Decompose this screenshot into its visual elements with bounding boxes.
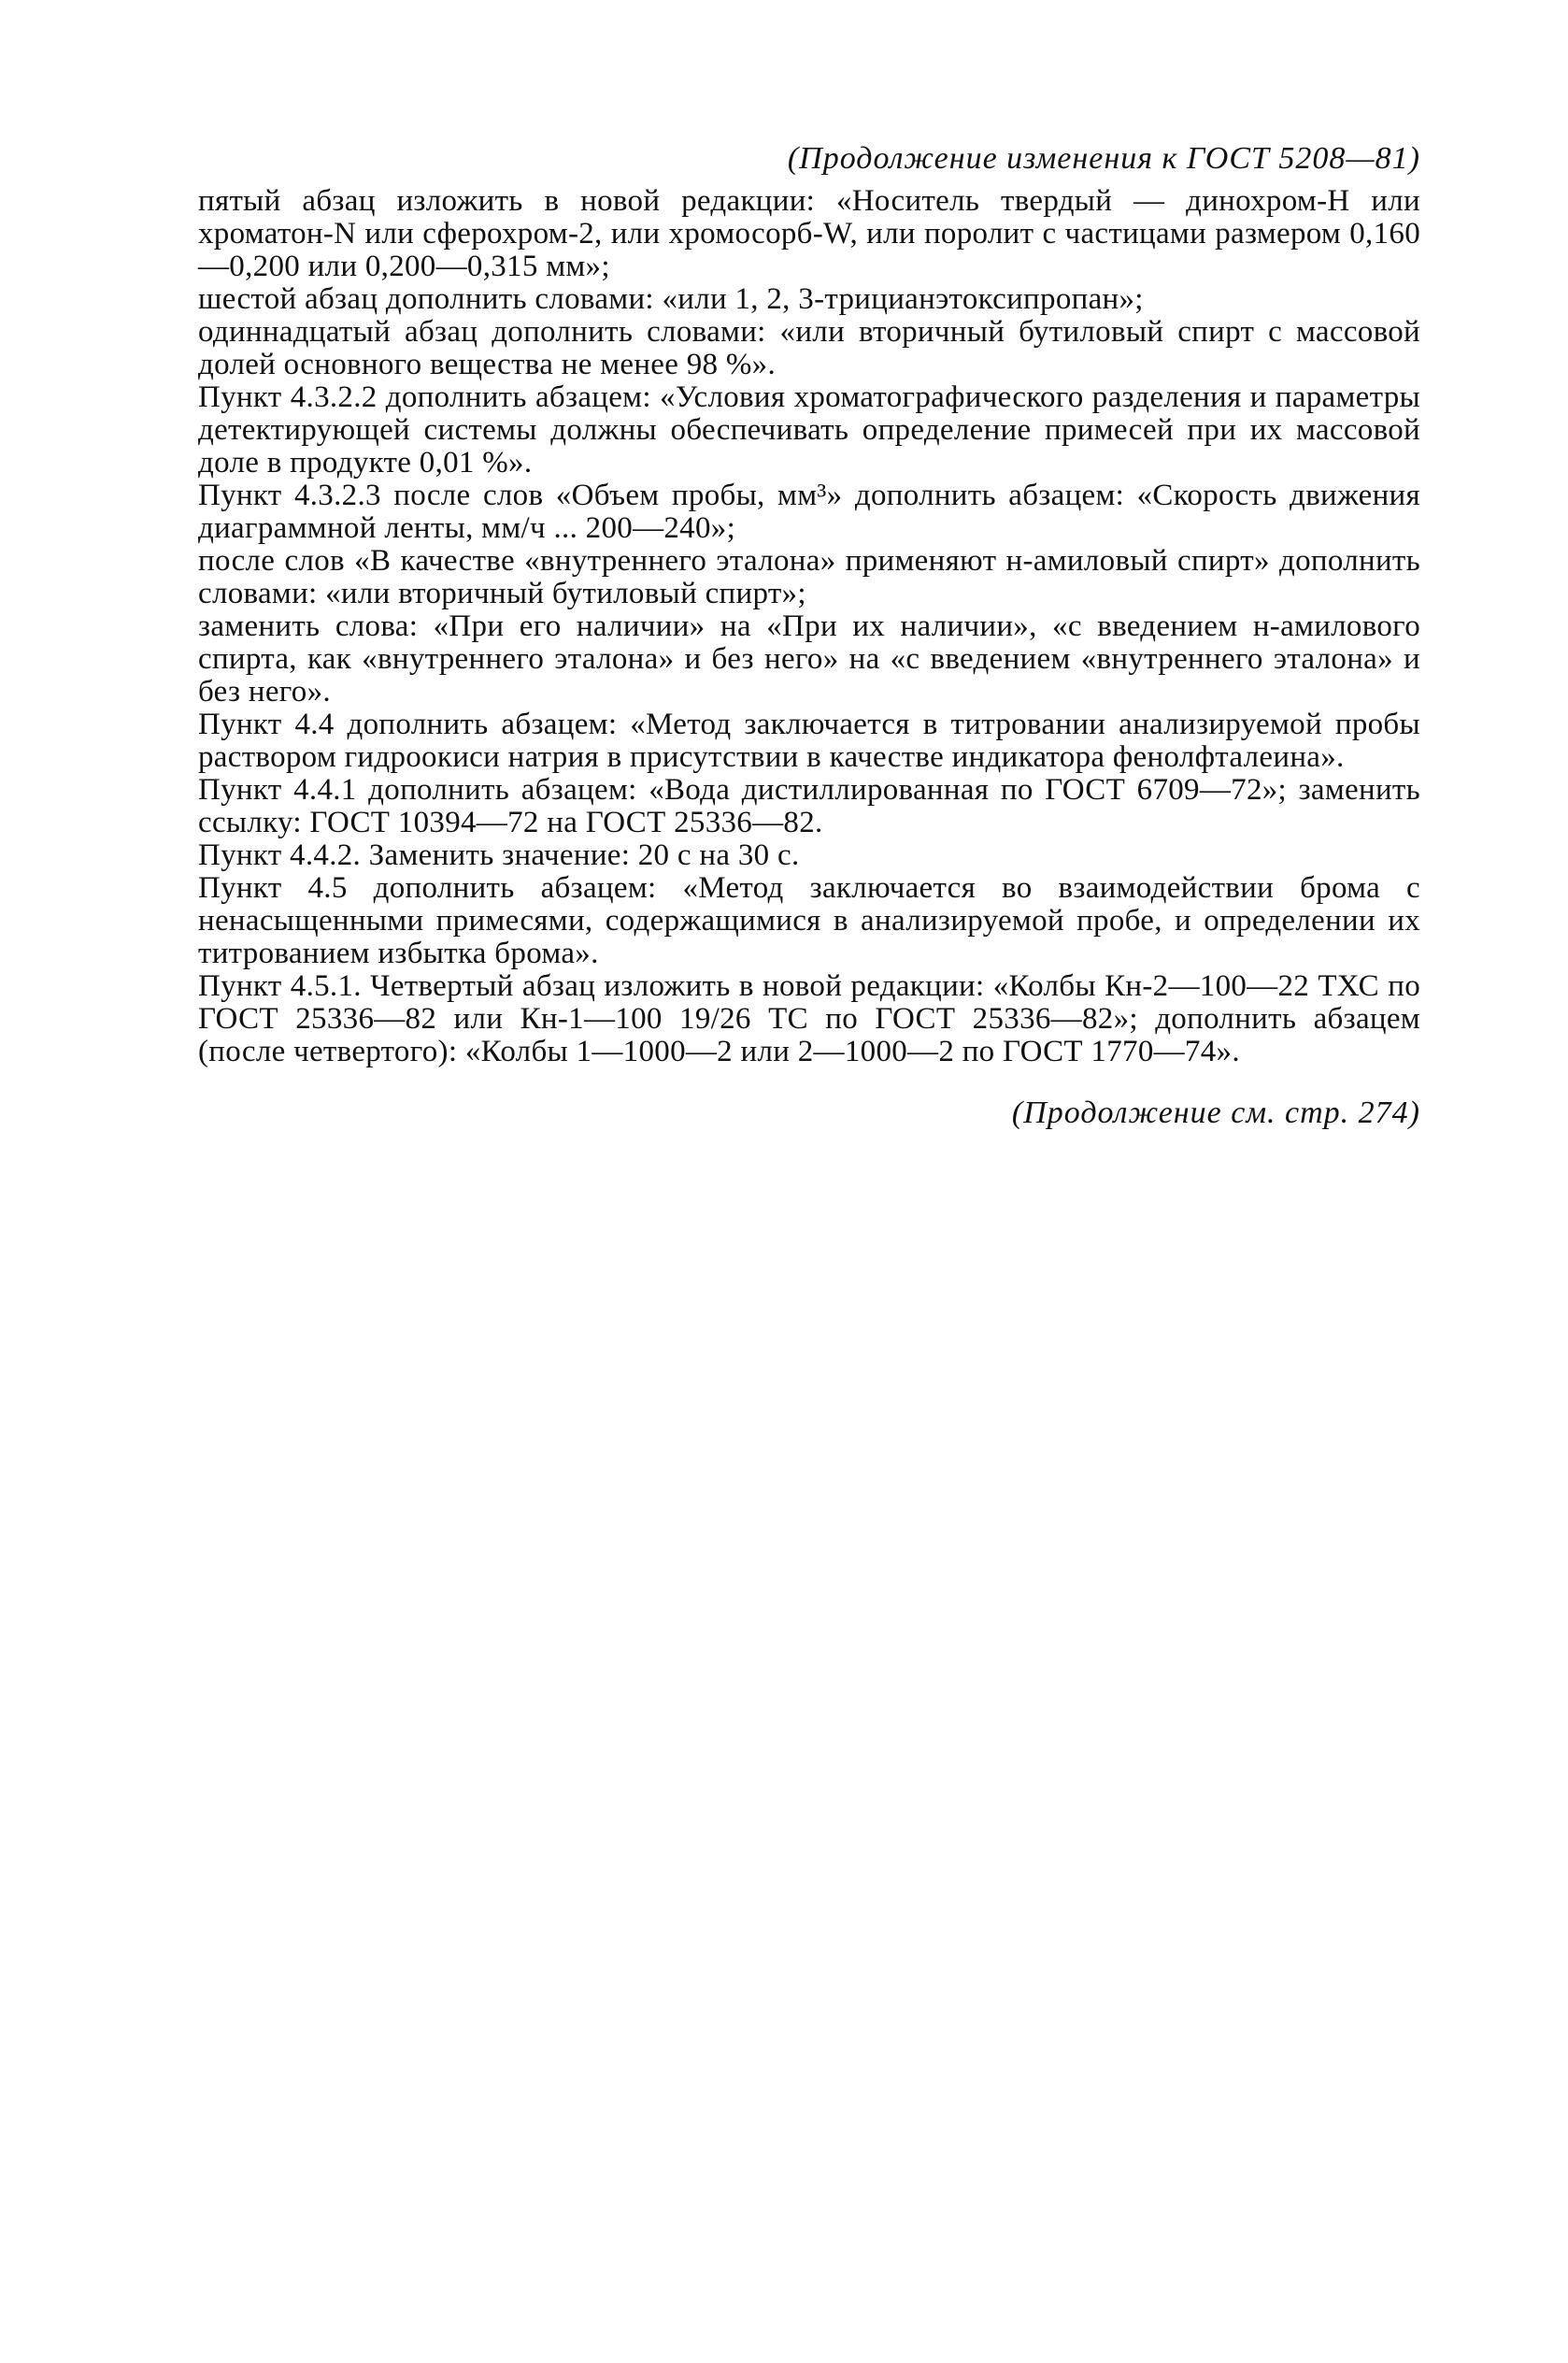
- paragraph-punkt-4-3-2-3: Пункт 4.3.2.3 после слов «Объем пробы, мм³» дополнить абзацем: «Скорость движения диаграммной ленты, мм/ч ... 200—240»;: [198, 479, 1420, 545]
- paragraph-punkt-4-3-2-2: Пункт 4.3.2.2 дополнить абзацем: «Условия хроматографического разделения и параметры детектирующей системы должны обеспечивать определение примесей при их массовой доле в продукте 0,01 %».: [198, 380, 1420, 480]
- paragraph-sixth-abzac: шестой абзац дополнить словами: «или 1, 2, 3-трицианэтоксипропан»;: [198, 282, 1144, 316]
- paragraph-eleventh-abzac: одиннадцатый абзац дополнить словами: «или вторичный бутиловый спирт с массовой долей основного вещества не менее 98 %».: [198, 315, 1420, 381]
- document-page: [187, 140, 1420, 1132]
- paragraph-internal-standard: после слов «В качестве «внутреннего эталона» применяют н-амиловый спирт» дополнить словами: «или вторичный бутиловый спирт»;: [198, 544, 1420, 610]
- amendment-text: [187, 185, 1420, 1068]
- paragraph-punkt-4-4: Пункт 4.4 дополнить абзацем: «Метод заключается в титровании анализируемой пробы раствором гидроокиси натрия в присутствии в качестве индикатора фенолфталеина».: [198, 708, 1420, 774]
- paragraph-punkt-4-4-1: Пункт 4.4.1 дополнить абзацем: «Вода дистиллированная по ГОСТ 6709—72»; заменить ссылку: ГОСТ 10394—72 на ГОСТ 25336—82.: [198, 773, 1420, 839]
- paragraph-punkt-4-5-1: Пункт 4.5.1. Четвертый абзац изложить в новой редакции: «Колбы Кн-2—100—22 ТХС по ГОСТ 25336—82 или Кн-1—100 19/26 ТС по ГОСТ 25336—82»; дополнить абзацем (после четвертого): «Колбы 1—1000—2 или 2—1000—2 по ГОСТ 1770—74».: [198, 969, 1420, 1068]
- continuation-footer: (Продолжение см. стр. 274): [1011, 1096, 1420, 1130]
- paragraph-replace-words: заменить слова: «При его наличии» на «При их наличии», «с введением н-амилового спирта, как «внутреннего эталона» и без него» на «с введением «внутреннего эталона» и без него».: [198, 609, 1420, 709]
- paragraph-fifth-abzac: пятый абзац изложить в новой редакции: «Носитель твердый — динохром-Н или хроматон-N или сферохром-2, или хромосорб-W, или поролит с частицами размером 0,160—0,200 или 0,200—0,315 мм»;: [198, 184, 1420, 283]
- continuation-header: (Продолжение изменения к ГОСТ 5208—81): [787, 141, 1420, 176]
- paragraph-punkt-4-5: Пункт 4.5 дополнить абзацем: «Метод заключается во взаимодействии брома с ненасыщенными примесями, содержащимися в анализируемой пробе, и определении их титрованием избытка брома».: [198, 871, 1420, 970]
- paragraph-punkt-4-4-2: Пункт 4.4.2. Заменить значение: 20 с на 30 с.: [198, 838, 800, 872]
